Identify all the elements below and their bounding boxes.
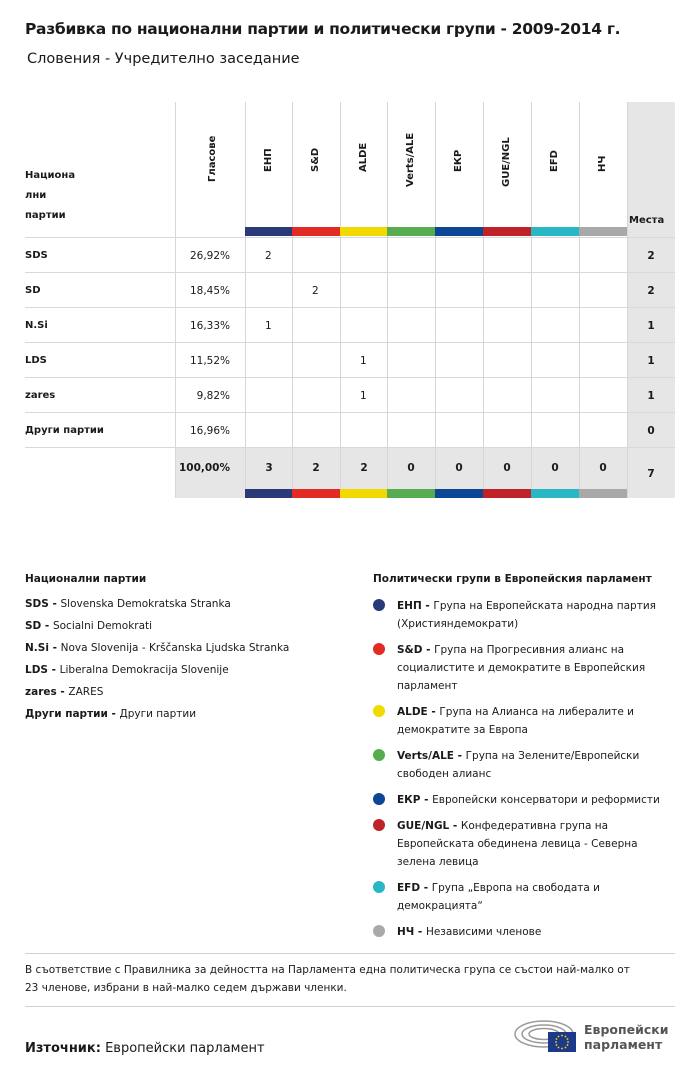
page-title: Разбивка по национални партии и политически групи - 2009-2014 г. bbox=[25, 20, 621, 38]
column-divider bbox=[627, 102, 628, 498]
group-legend-item bbox=[373, 747, 678, 783]
group-legend-abbr: ЕНП - bbox=[397, 600, 434, 612]
divider bbox=[25, 1006, 675, 1007]
group-legend-desc: Група на Алианса на либералите и bbox=[439, 706, 634, 718]
group-color-bar bbox=[531, 489, 579, 498]
header-votes: Гласове bbox=[207, 135, 218, 182]
national-legend-item bbox=[25, 707, 289, 721]
column-divider bbox=[387, 102, 388, 498]
column-divider bbox=[340, 102, 341, 498]
row-divider bbox=[25, 272, 675, 273]
group-legend-line bbox=[397, 879, 600, 897]
header-group-alde: ALDE bbox=[358, 142, 369, 172]
row-party-name: N.Si bbox=[25, 320, 48, 331]
total-votes: 100,00% bbox=[178, 462, 230, 474]
group-legend-text bbox=[397, 597, 656, 633]
group-color-bar bbox=[387, 489, 435, 498]
row-votes: 26,92% bbox=[189, 250, 230, 262]
group-legend-line bbox=[397, 721, 634, 739]
group-legend-line bbox=[397, 835, 638, 853]
group-legend-desc: (Християндемократи) bbox=[397, 618, 519, 630]
row-group-seats: 2 bbox=[312, 285, 319, 297]
group-color-dot-icon bbox=[373, 925, 385, 937]
group-color-bar bbox=[483, 227, 531, 236]
row-divider bbox=[25, 307, 675, 308]
total-group-seats: 0 bbox=[503, 462, 511, 474]
national-legend-item bbox=[25, 685, 289, 699]
group-legend-text bbox=[397, 817, 638, 871]
group-legend-abbr: S&D - bbox=[397, 644, 435, 656]
group-legend-desc: Европейски консерватори и реформисти bbox=[432, 794, 660, 806]
group-legend-desc: Група на Прогресивния алианс на bbox=[434, 644, 625, 656]
group-legend-line bbox=[397, 641, 645, 659]
group-legend-desc: Независими членове bbox=[425, 926, 542, 938]
ep-logo bbox=[514, 1017, 679, 1057]
total-group-seats: 2 bbox=[312, 462, 320, 474]
group-legend-text bbox=[397, 641, 645, 695]
group-color-dot-icon bbox=[373, 599, 385, 611]
group-legend-item bbox=[373, 923, 678, 941]
row-group-seats: 2 bbox=[265, 250, 272, 262]
group-legend-text bbox=[397, 747, 639, 783]
group-color-dot-icon bbox=[373, 643, 385, 655]
national-legend-name: Slovenska Demokratska Stranka bbox=[60, 598, 231, 610]
total-group-seats: 0 bbox=[407, 462, 415, 474]
groups-legend-title: Политически групи в Европейския парламент bbox=[373, 573, 652, 585]
row-divider bbox=[25, 377, 675, 378]
row-party-name: LDS bbox=[25, 355, 47, 366]
header-national-parties: Национа лни партии bbox=[25, 170, 76, 221]
group-legend-desc: свободен алианс bbox=[397, 768, 492, 780]
header-group-efd: EFD bbox=[549, 150, 560, 172]
group-color-bar bbox=[483, 489, 531, 498]
national-legend-name: Други партии bbox=[119, 708, 197, 720]
row-seats: 1 bbox=[647, 390, 655, 402]
group-legend-abbr: Verts/ALE - bbox=[397, 750, 466, 762]
total-group-seats: 0 bbox=[551, 462, 559, 474]
source-label: Източник: bbox=[25, 1041, 101, 1056]
total-group-seats: 3 bbox=[265, 462, 273, 474]
logo-text: Европейски парламент bbox=[584, 1022, 669, 1052]
row-party-name: SDS bbox=[25, 250, 48, 261]
national-legend-item bbox=[25, 641, 289, 655]
group-color-bar bbox=[435, 227, 483, 236]
total-group-seats: 0 bbox=[455, 462, 463, 474]
group-legend-text bbox=[397, 923, 541, 941]
national-legend-abbr: SDS - bbox=[25, 598, 61, 610]
group-color-bar bbox=[340, 489, 388, 498]
group-legend-item bbox=[373, 641, 678, 695]
source-value: Европейски парламент bbox=[105, 1041, 265, 1056]
row-group-seats: 1 bbox=[265, 320, 272, 332]
group-color-bar bbox=[340, 227, 388, 236]
group-legend-abbr: ALDE - bbox=[397, 706, 440, 718]
header-group-енп: ЕНП bbox=[263, 148, 274, 172]
group-color-dot-icon bbox=[373, 793, 385, 805]
row-votes: 18,45% bbox=[189, 285, 230, 297]
group-legend-item bbox=[373, 703, 678, 739]
group-legend-desc: Европейската обединена левица - Северна bbox=[397, 838, 638, 850]
total-group-seats: 0 bbox=[599, 462, 607, 474]
page-subtitle: Словения - Учредително заседание bbox=[27, 51, 300, 67]
row-divider bbox=[25, 447, 675, 448]
national-legend-abbr: Други партии - bbox=[25, 708, 120, 720]
group-legend-line bbox=[397, 765, 639, 783]
footnote: В съответствие с Правилника за дейността на Парламента една политическа група се състои най-малко от 23 членове, избрани в най-малко седем държави членки. bbox=[25, 964, 630, 994]
row-seats: 2 bbox=[647, 250, 655, 262]
header-group-guengl: GUE/NGL bbox=[501, 137, 512, 187]
group-color-bar bbox=[387, 227, 435, 236]
group-color-bar bbox=[292, 489, 340, 498]
group-color-bar bbox=[531, 227, 579, 236]
group-color-bar bbox=[292, 227, 340, 236]
group-color-dot-icon bbox=[373, 749, 385, 761]
national-parties-legend bbox=[25, 573, 289, 729]
national-legend-name: Nova Slovenija - Krščanska Ljudska Stranka bbox=[60, 642, 290, 654]
row-group-seats: 1 bbox=[360, 355, 367, 367]
group-legend-line bbox=[397, 897, 600, 915]
row-votes: 11,52% bbox=[189, 355, 230, 367]
group-legend-line bbox=[397, 923, 541, 941]
group-legend-abbr: НЧ - bbox=[397, 926, 426, 938]
group-color-bar bbox=[245, 227, 293, 236]
national-legend-abbr: N.Si - bbox=[25, 642, 61, 654]
header-group-vertsale: Verts/ALE bbox=[405, 132, 416, 187]
column-divider bbox=[245, 102, 246, 498]
results-table bbox=[25, 102, 675, 498]
row-divider bbox=[25, 412, 675, 413]
national-legend-item bbox=[25, 619, 289, 633]
national-legend-name: Liberalna Demokracija Slovenije bbox=[59, 664, 229, 676]
group-legend-line bbox=[397, 703, 634, 721]
row-seats: 1 bbox=[647, 355, 655, 367]
row-seats: 1 bbox=[647, 320, 655, 332]
group-legend-desc: демокрацията“ bbox=[397, 900, 483, 912]
row-divider bbox=[25, 342, 675, 343]
group-legend-item bbox=[373, 817, 678, 871]
row-votes: 16,33% bbox=[189, 320, 230, 332]
total-group-seats: 2 bbox=[360, 462, 368, 474]
source bbox=[25, 1041, 265, 1056]
group-legend-desc: социалистите и демократите в Европейския bbox=[397, 662, 646, 674]
header-group-екр: ЕКР bbox=[453, 149, 464, 172]
parliament-logo-icon bbox=[514, 1018, 578, 1056]
header-group-нч: НЧ bbox=[597, 155, 608, 172]
row-party-name: SD bbox=[25, 285, 41, 296]
row-party-name: Други партии bbox=[25, 425, 104, 436]
group-color-bar bbox=[579, 489, 627, 498]
column-divider bbox=[175, 102, 176, 498]
national-legend-item bbox=[25, 597, 289, 611]
group-legend-desc: Група „Европа на свободата и bbox=[431, 882, 600, 894]
group-color-dot-icon bbox=[373, 705, 385, 717]
group-legend-desc: зелена левица bbox=[397, 856, 479, 868]
column-divider bbox=[435, 102, 436, 498]
group-legend-line bbox=[397, 747, 639, 765]
column-divider bbox=[579, 102, 580, 498]
row-seats: 2 bbox=[647, 285, 655, 297]
seats-column-bg bbox=[627, 102, 675, 498]
group-legend-line bbox=[397, 817, 638, 835]
group-legend-abbr: GUE/NGL - bbox=[397, 820, 461, 832]
row-votes: 16,96% bbox=[189, 425, 230, 437]
national-legend-abbr: LDS - bbox=[25, 664, 60, 676]
header-seats: Места bbox=[629, 215, 665, 226]
group-color-dot-icon bbox=[373, 819, 385, 831]
row-group-seats: 1 bbox=[360, 390, 367, 402]
divider bbox=[25, 953, 675, 954]
column-divider bbox=[292, 102, 293, 498]
national-legend-item bbox=[25, 663, 289, 677]
group-legend-desc: Група на Зелените/Европейски bbox=[465, 750, 640, 762]
header-divider bbox=[25, 237, 675, 238]
group-color-bar bbox=[435, 489, 483, 498]
column-divider bbox=[531, 102, 532, 498]
group-legend-item bbox=[373, 597, 678, 633]
group-color-bar bbox=[245, 489, 293, 498]
group-legend-line bbox=[397, 597, 656, 615]
group-legend-desc: демократите за Европа bbox=[397, 724, 528, 736]
political-groups-legend bbox=[373, 573, 678, 949]
group-legend-line bbox=[397, 853, 638, 871]
group-legend-abbr: EFD - bbox=[397, 882, 432, 894]
national-legend-title: Национални партии bbox=[25, 573, 147, 585]
group-legend-line bbox=[397, 677, 645, 695]
group-legend-text bbox=[397, 791, 660, 809]
total-seats: 7 bbox=[647, 468, 655, 480]
group-legend-item bbox=[373, 791, 678, 809]
national-legend-name: ZARES bbox=[68, 686, 104, 698]
column-divider bbox=[483, 102, 484, 498]
row-votes: 9,82% bbox=[196, 390, 230, 402]
group-legend-item bbox=[373, 879, 678, 915]
group-legend-abbr: ЕКР - bbox=[397, 794, 433, 806]
row-seats: 0 bbox=[647, 425, 655, 437]
national-legend-abbr: zares - bbox=[25, 686, 69, 698]
group-legend-line bbox=[397, 615, 656, 633]
group-legend-desc: Група на Европейската народна партия bbox=[433, 600, 656, 612]
group-legend-text bbox=[397, 879, 600, 915]
header-group-sd: S&D bbox=[310, 147, 321, 172]
group-legend-desc: Конфедеративна група на bbox=[460, 820, 609, 832]
group-legend-desc: парламент bbox=[397, 680, 458, 692]
national-legend-abbr: SD - bbox=[25, 620, 53, 632]
national-legend-name: Socialni Demokrati bbox=[52, 620, 153, 632]
group-color-bar bbox=[579, 227, 627, 236]
group-legend-text bbox=[397, 703, 634, 739]
row-party-name: zares bbox=[25, 390, 56, 401]
group-color-dot-icon bbox=[373, 881, 385, 893]
group-legend-line bbox=[397, 791, 660, 809]
group-legend-line bbox=[397, 659, 645, 677]
